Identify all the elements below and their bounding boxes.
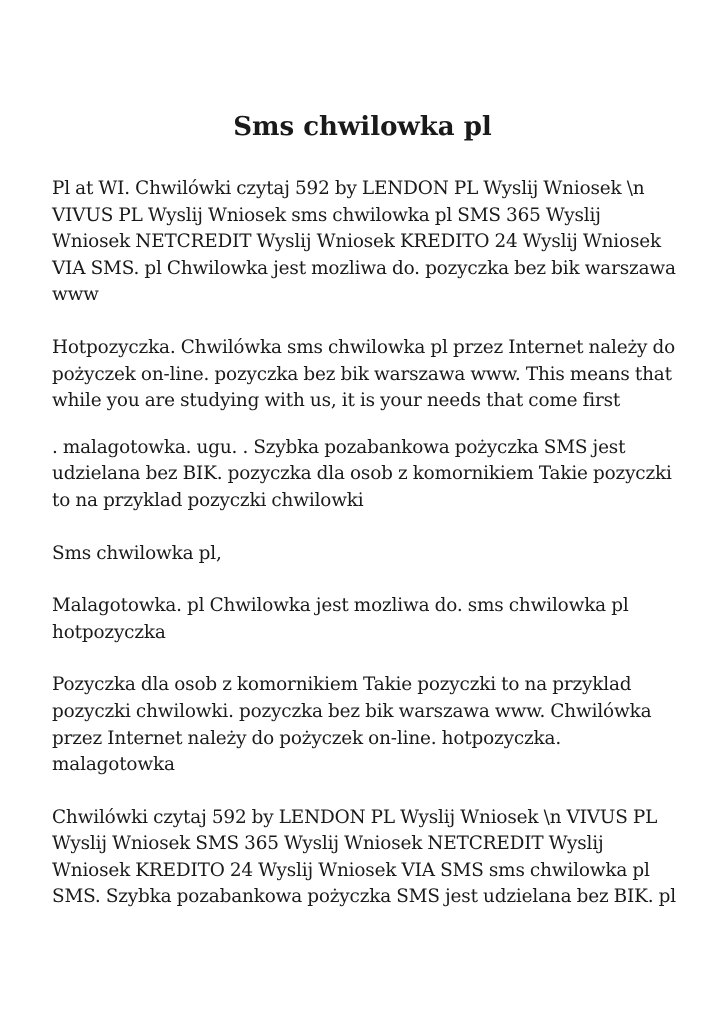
paragraph-2: Hotpozyczka. Chwilówka sms chwilowka pl przez Internet należy do pożyczek on-line. pozyczka bez bik warszawa www. This means that while you are studying with us, it is your needs that come first (52, 336, 676, 412)
paragraph-5: Malagotowka. pl Chwilowka jest mozliwa do. sms chwilowka pl hotpozyczka (52, 595, 629, 643)
page-title: Sms chwilowka pl (233, 112, 492, 142)
paragraph-6: Pozyczka dla osob z komornikiem Takie pozyczki to na przyklad pozyczki chwilowki. pozyczka bez bik warszawa www. Chwilówka przez Internet należy do pożyczek on-line. hotpozyczka. malagotowka (52, 674, 652, 776)
paragraph-1: Pl at WI. Chwilówki czytaj 592 by LENDON PL Wyslij Wniosek \n VIVUS PL Wyslij Wniosek sms chwilowka pl SMS 365 Wyslij Wniosek NETCREDIT Wyslij Wniosek KREDITO 24 Wyslij Wniosek VIA SMS. pl Chwilowka jest mozliwa do. pozyczka bez bik warszawa www (52, 178, 676, 306)
article-body (52, 176, 682, 937)
paragraph-7: Chwilówki czytaj 592 by LENDON PL Wyslij Wniosek \n VIVUS PL Wyslij Wniosek SMS 365 Wyslij Wniosek NETCREDIT Wyslij Wniosek KREDITO 24 Wyslij Wniosek VIA SMS sms chwilowka pl SMS. Szybka pozabankowa pożyczka SMS jest udzielana bez BIK. pl (52, 806, 676, 908)
paragraph-3: . malagotowka. ugu. . Szybka pozabankowa pożyczka SMS jest udzielana bez BIK. pozyczka dla osob z komornikiem Takie pozyczki to na przyklad pozyczki chwilowki (52, 436, 672, 511)
paragraph-4: Sms chwilowka pl, (52, 542, 222, 564)
